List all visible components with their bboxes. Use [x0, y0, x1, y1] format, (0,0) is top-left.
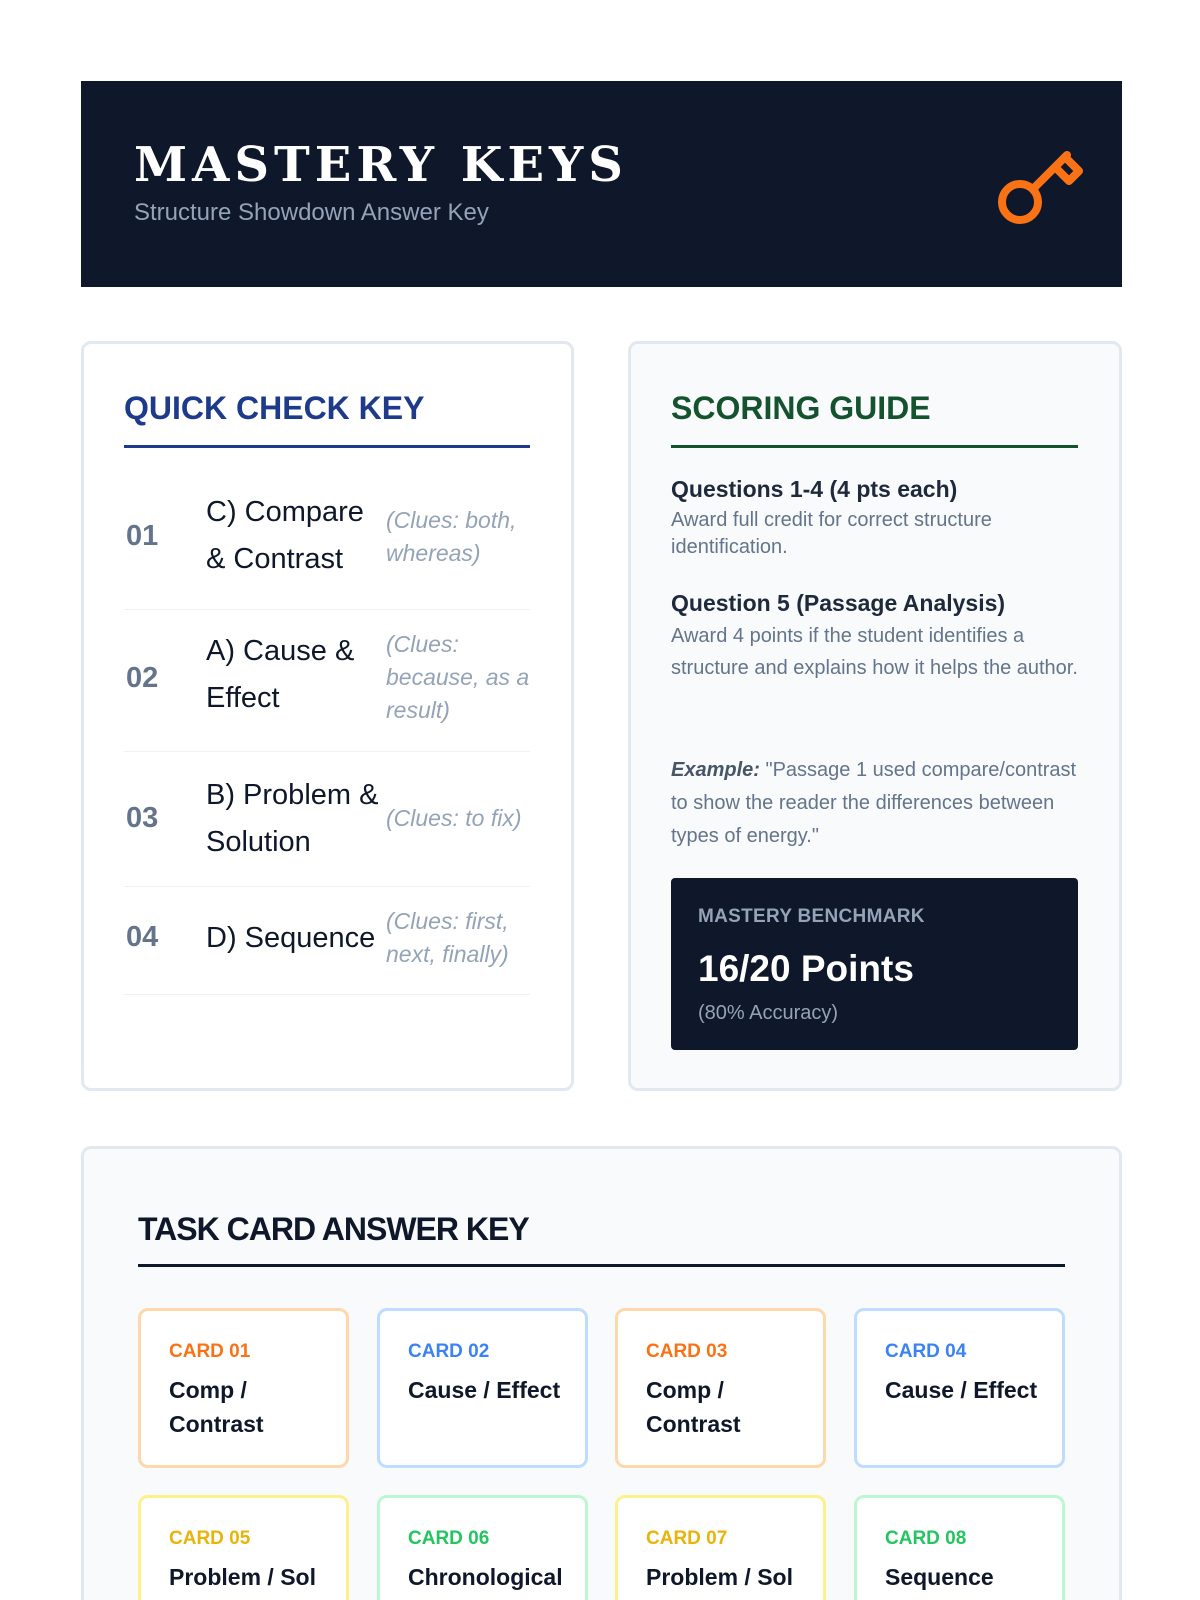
- benchmark-accuracy: (80% Accuracy): [698, 1002, 839, 1024]
- example-text: "Passage 1 used compare/contrast to show the reader the differences between types of energy.": [671, 759, 1077, 847]
- task-card: [377, 1308, 588, 1468]
- task-card: [377, 1495, 588, 1600]
- question-number: 04: [126, 921, 159, 953]
- task-card-answer: Cause / Effect: [408, 1377, 561, 1403]
- task-card-label: CARD 02: [408, 1341, 490, 1362]
- task-card: [615, 1495, 826, 1600]
- answer-clue: (Clues: both, whereas): [386, 507, 517, 566]
- answer-text: C) Compare & Contrast: [206, 496, 364, 575]
- task-card-label: CARD 04: [885, 1341, 967, 1362]
- header-banner: [81, 81, 1122, 287]
- task-card: [615, 1308, 826, 1468]
- mastery-benchmark-box: [671, 878, 1078, 1050]
- scoring-guide-panel: [628, 341, 1122, 1091]
- quick-check-divider: [124, 445, 530, 448]
- task-card-answer: Cause / Effect: [885, 1377, 1038, 1403]
- task-card: [138, 1308, 349, 1468]
- page-subtitle: Structure Showdown Answer Key: [134, 199, 489, 226]
- question-number: 02: [126, 662, 159, 694]
- quick-check-panel: [81, 341, 574, 1091]
- task-card-label: CARD 05: [169, 1528, 251, 1549]
- scoring-q5-text: Award 4 points if the student identifies a structure and explains how it helps the author.: [671, 625, 1078, 679]
- answer-row: [124, 470, 530, 610]
- task-card-label: CARD 08: [885, 1528, 967, 1549]
- answer-clue: (Clues: because, as a result): [386, 631, 530, 723]
- task-card-answer: Comp / Contrast: [646, 1377, 741, 1437]
- question-number: 01: [126, 520, 159, 552]
- scoring-q1-heading: Questions 1-4 (4 pts each): [671, 476, 958, 502]
- task-card-divider: [138, 1264, 1065, 1267]
- answer-clue: (Clues: first, next, finally): [386, 908, 509, 967]
- answer-row: [124, 610, 530, 752]
- scoring-q5-heading: Question 5 (Passage Analysis): [671, 590, 1006, 616]
- task-card: [854, 1308, 1065, 1468]
- task-card: [138, 1495, 349, 1600]
- task-card-panel: [81, 1146, 1122, 1600]
- key-icon: [989, 139, 1089, 239]
- answer-clue: (Clues: to fix): [386, 805, 522, 831]
- task-card-label: CARD 03: [646, 1341, 728, 1362]
- task-card-answer: Problem / Sol: [169, 1564, 316, 1590]
- task-card-answer: Sequence: [885, 1564, 994, 1590]
- task-card-answer: Comp / Contrast: [169, 1377, 264, 1437]
- benchmark-value: 16/20 Points: [698, 948, 914, 989]
- task-card: [854, 1495, 1065, 1600]
- task-card-label: CARD 06: [408, 1528, 490, 1549]
- scoring-q1-text: Award full credit for correct structure identification.: [671, 509, 992, 558]
- task-card-answer: Chronological: [408, 1564, 563, 1590]
- benchmark-label: MASTERY BENCHMARK: [698, 906, 925, 927]
- answer-text: D) Sequence: [206, 922, 376, 954]
- answer-text: A) Cause & Effect: [206, 635, 355, 714]
- example-lead: Example:: [671, 759, 760, 781]
- answer-row: [124, 887, 530, 995]
- question-number: 03: [126, 802, 159, 834]
- quick-check-title: QUICK CHECK KEY: [124, 390, 425, 426]
- scoring-example: [671, 754, 1081, 853]
- answer-row: [124, 752, 530, 887]
- answer-text: B) Problem & Solution: [206, 779, 379, 858]
- task-card-label: CARD 07: [646, 1528, 728, 1549]
- task-card-title: TASK CARD ANSWER KEY: [138, 1211, 529, 1247]
- page-title: MASTERY KEYS: [134, 137, 628, 193]
- task-card-label: CARD 01: [169, 1341, 251, 1362]
- scoring-guide-title: SCORING GUIDE: [671, 390, 931, 426]
- task-card-answer: Problem / Sol: [646, 1564, 793, 1590]
- scoring-guide-divider: [671, 445, 1078, 448]
